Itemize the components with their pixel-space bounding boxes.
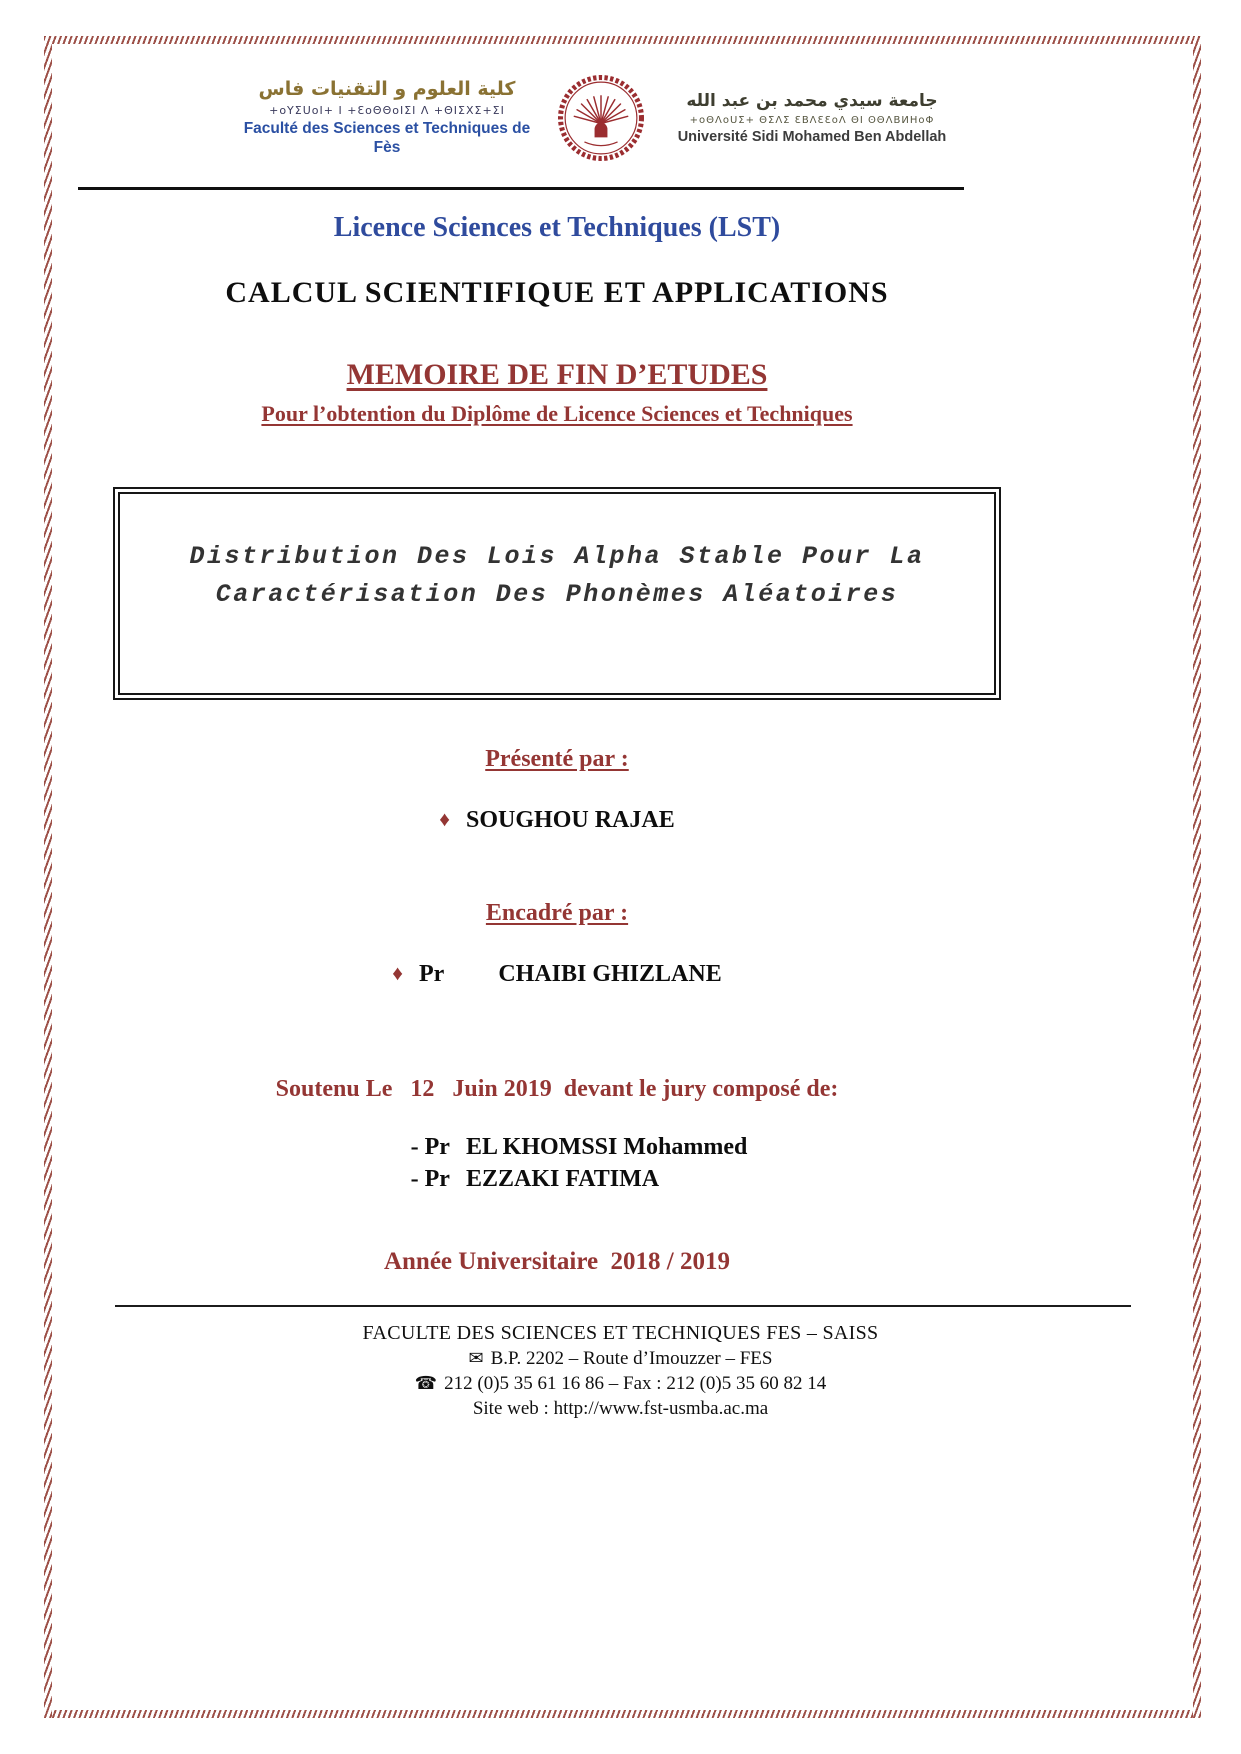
jury-member-row <box>411 1134 748 1161</box>
university-seal-logo <box>555 72 647 164</box>
decorative-border-bottom <box>44 1710 1201 1718</box>
footer-address <box>0 1348 1241 1370</box>
footer-phone-text: 212 (0)5 35 61 16 86 – Fax : 212 (0)5 35 60 82 14 <box>444 1373 827 1394</box>
author-row <box>0 807 1114 834</box>
faculty-name-french: Faculté des Sciences et Techniques de Fès <box>243 119 531 157</box>
supervisor-name: CHAIBI GHIZLANE <box>498 961 722 987</box>
footer <box>0 1320 1241 1423</box>
diamond-bullet-icon: ♦ <box>392 961 403 985</box>
university-name-arabic: جامعة سيدي محمد بن عبد الله <box>686 90 938 111</box>
memoire-title: MEMOIRE DE FIN D’ETUDES <box>346 358 768 391</box>
jury-prefix: - Pr <box>410 1166 450 1192</box>
decorative-border-right <box>1193 36 1201 1718</box>
jury-prefix: - Pr <box>410 1134 450 1160</box>
footer-website: Site web : http://www.fst-usmba.ac.ma <box>472 1398 769 1419</box>
cover-content <box>0 200 1114 1276</box>
decorative-border-top <box>44 36 1201 44</box>
university-block <box>661 90 963 147</box>
university-name-french: Université Sidi Mohamed Ben Abdellah <box>677 128 947 145</box>
supervisor-title: Pr <box>419 961 445 987</box>
supervisor-row <box>0 961 1114 988</box>
faculty-block <box>233 78 541 157</box>
jury-member-row <box>411 1166 748 1193</box>
phone-icon: ☎ <box>414 1373 438 1394</box>
envelope-icon: ✉ <box>468 1348 484 1369</box>
header <box>233 72 963 164</box>
university-name-tifinagh: +oΘΛoUΣ+ ΘΣΛΣ ƐBΛƐƐoΛ ΘI ʘΘΛBИHoΦ <box>689 114 935 126</box>
jury-member-name: EZZAKI FATIMA <box>465 1166 660 1192</box>
program-title: Licence Sciences et Techniques (LST) <box>333 212 781 243</box>
author-name: SOUGHOU RAJAE <box>466 807 675 833</box>
header-divider <box>78 187 964 190</box>
subject-box <box>113 487 1001 700</box>
jury-list <box>411 1129 748 1198</box>
footer-divider <box>115 1305 1131 1307</box>
subject-title-line2: Caractérisation Des Phonèmes Aléatoires <box>215 579 899 609</box>
subject-title-line1: Distribution Des Lois Alpha Stable Pour La <box>189 542 925 571</box>
memoire-subtitle: Pour l’obtention du Diplôme de Licence Sciences et Techniques <box>261 401 853 426</box>
field-title: CALCUL SCIENTIFIQUE ET APPLICATIONS <box>225 276 889 309</box>
jury-member-name: EL KHOMSSI Mohammed <box>465 1134 748 1160</box>
defense-line: Soutenu Le 12 Juin 2019 devant le jury composé de: <box>275 1076 839 1102</box>
footer-institution: FACULTE DES SCIENCES ET TECHNIQUES FES – SAISS <box>362 1322 879 1344</box>
supervised-by-label: Encadré par : <box>485 900 629 926</box>
academic-year: Année Universitaire 2018 / 2019 <box>383 1248 731 1275</box>
diamond-bullet-icon: ♦ <box>439 807 451 831</box>
presented-by-label: Présenté par : <box>485 746 629 772</box>
subject-box-inner <box>118 492 996 695</box>
faculty-name-tifinagh: +oYΣUoI+ I +ƐoΘΘoIΣI Λ +ΘIΣXΣ+ΣI <box>269 104 505 118</box>
footer-phone <box>0 1373 1241 1395</box>
footer-address-text: B.P. 2202 – Route d’Imouzzer – FES <box>490 1348 773 1369</box>
faculty-name-arabic: كلية العلوم و التقنيات فاس <box>258 78 516 101</box>
